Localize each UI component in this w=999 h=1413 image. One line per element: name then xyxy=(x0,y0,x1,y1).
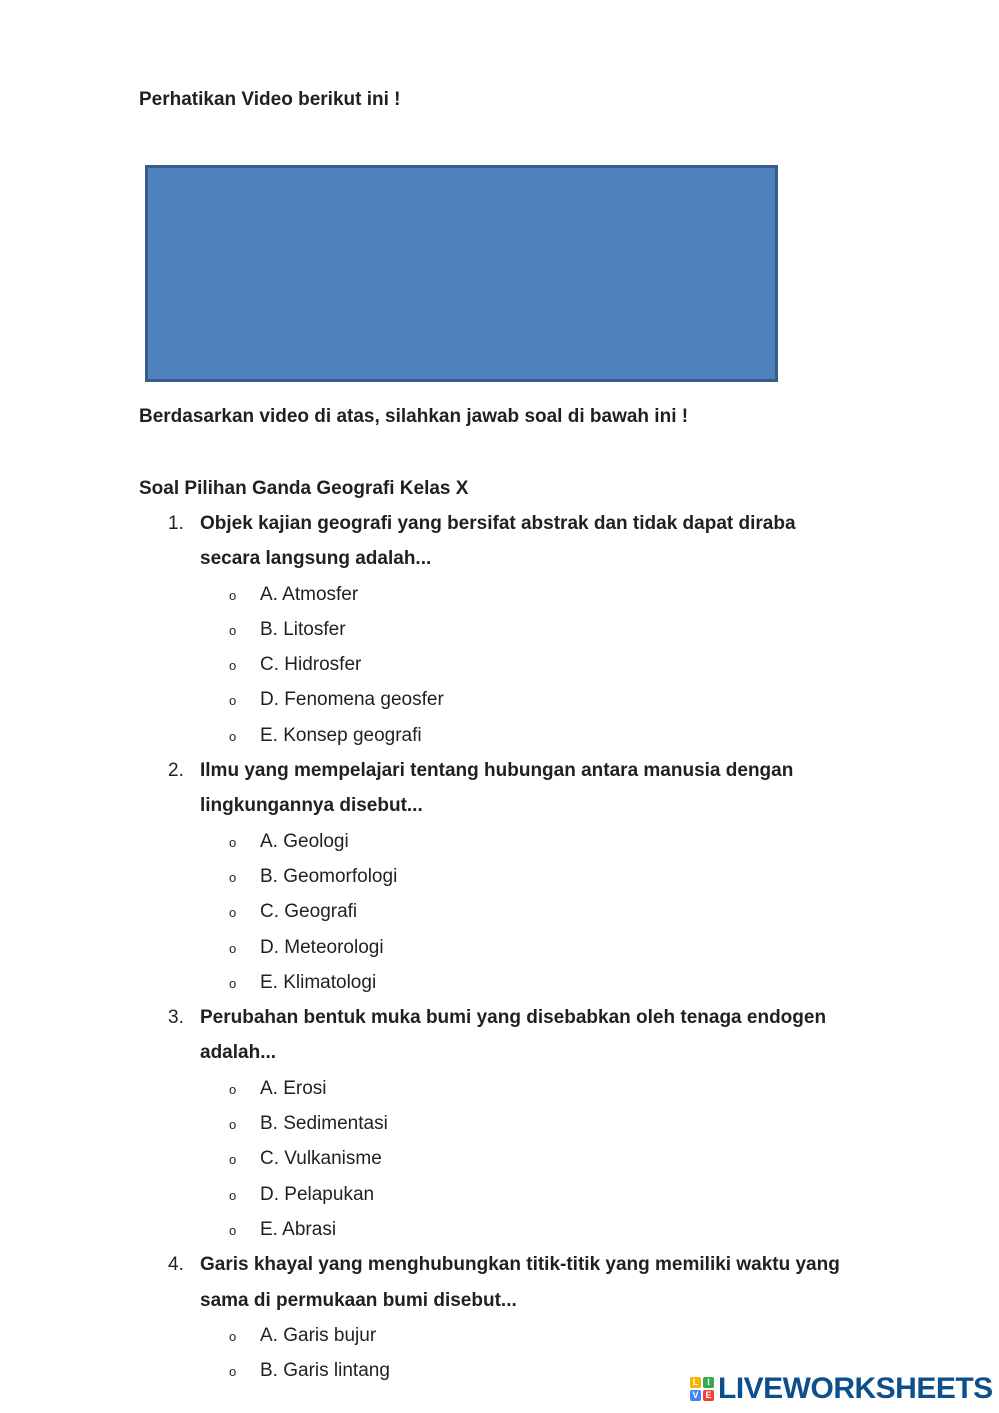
bullet-icon: o xyxy=(229,1152,237,1168)
question-number: 3. xyxy=(168,1007,184,1029)
option-label: C. Hidrosfer xyxy=(260,654,362,676)
liveworksheets-brand[interactable] xyxy=(690,1372,993,1406)
instruction-text: Perhatikan Video berikut ini ! xyxy=(139,89,401,110)
bullet-icon: o xyxy=(229,834,237,850)
option-item[interactable] xyxy=(0,577,999,612)
bullet-icon: o xyxy=(229,1081,237,1097)
question-item xyxy=(0,753,999,1000)
question-item xyxy=(0,1000,999,1247)
bullet-icon: o xyxy=(229,975,237,991)
bullet-icon: o xyxy=(229,1222,237,1238)
option-label: B. Garis lintang xyxy=(260,1360,390,1382)
option-label: C. Geografi xyxy=(260,901,358,923)
question-number: 4. xyxy=(168,1254,184,1276)
question-list xyxy=(0,506,999,1388)
option-label: A. Erosi xyxy=(260,1077,327,1099)
logo-letter: V xyxy=(690,1390,701,1401)
after-video-text: Berdasarkan video di atas, silahkan jawab soal di bawah ini ! xyxy=(139,406,689,427)
logo-letter: L xyxy=(690,1377,701,1388)
option-item[interactable] xyxy=(0,1212,999,1247)
bullet-icon: o xyxy=(229,940,237,956)
option-item[interactable] xyxy=(0,894,999,929)
section-title: Soal Pilihan Ganda Geografi Kelas X xyxy=(139,478,469,499)
option-label: C. Vulkanisme xyxy=(260,1148,382,1170)
option-item[interactable] xyxy=(0,718,999,753)
option-item[interactable] xyxy=(0,859,999,894)
bullet-icon: o xyxy=(229,728,237,744)
question-number: 2. xyxy=(168,760,184,782)
bullet-icon: o xyxy=(229,587,237,603)
option-label: D. Meteorologi xyxy=(260,936,384,958)
question-number: 1. xyxy=(168,513,184,534)
option-item[interactable] xyxy=(0,1071,999,1106)
bullet-icon: o xyxy=(229,693,237,709)
question-text: Objek kajian geografi yang bersifat abstrak dan tidak dapat diraba secara langsung adalah... xyxy=(200,513,796,570)
option-label: E. Abrasi xyxy=(260,1218,337,1240)
logo-letter: E xyxy=(703,1390,714,1401)
video-placeholder[interactable] xyxy=(145,165,778,382)
option-item[interactable] xyxy=(0,1106,999,1141)
bullet-icon: o xyxy=(229,1187,237,1203)
brand-name: LIVEWORKSHEETS xyxy=(718,1372,993,1405)
option-item[interactable] xyxy=(0,682,999,717)
option-item[interactable] xyxy=(0,1141,999,1176)
option-label: A. Garis bujur xyxy=(260,1324,377,1346)
option-label: A. Atmosfer xyxy=(260,583,359,605)
option-item[interactable] xyxy=(0,1318,999,1353)
option-label: D. Pelapukan xyxy=(260,1183,375,1205)
liveworksheets-logo-icon xyxy=(690,1377,714,1401)
question-text: Ilmu yang mempelajari tentang hubungan antara manusia dengan lingkungannya disebut... xyxy=(200,760,794,817)
bullet-icon: o xyxy=(229,1328,237,1344)
option-list xyxy=(0,824,999,1000)
question-item xyxy=(0,1247,999,1388)
option-label: B. Litosfer xyxy=(260,618,346,640)
option-label: E. Konsep geografi xyxy=(260,724,422,746)
question-item xyxy=(0,506,999,753)
bullet-icon: o xyxy=(229,1117,237,1133)
option-item[interactable] xyxy=(0,612,999,647)
option-label: B. Geomorfologi xyxy=(260,865,398,887)
logo-letter: I xyxy=(703,1377,714,1388)
option-label: D. Fenomena geosfer xyxy=(260,689,444,711)
option-label: A. Geologi xyxy=(260,830,349,852)
option-label: E. Klimatologi xyxy=(260,971,377,993)
bullet-icon: o xyxy=(229,869,237,885)
option-label: B. Sedimentasi xyxy=(260,1113,388,1135)
option-item[interactable] xyxy=(0,930,999,965)
bullet-icon: o xyxy=(229,622,237,638)
bullet-icon: o xyxy=(229,905,237,921)
bullet-icon: o xyxy=(229,1364,237,1380)
option-list xyxy=(0,577,999,753)
question-text: Garis khayal yang menghubungkan titik-titik yang memiliki waktu yang sama di permukaan bumi disebut... xyxy=(200,1254,840,1311)
option-item[interactable] xyxy=(0,965,999,1000)
option-list xyxy=(0,1071,999,1247)
option-item[interactable] xyxy=(0,647,999,682)
option-item[interactable] xyxy=(0,1177,999,1212)
bullet-icon: o xyxy=(229,658,237,674)
option-item[interactable] xyxy=(0,824,999,859)
question-text: Perubahan bentuk muka bumi yang disebabkan oleh tenaga endogen adalah... xyxy=(200,1007,827,1064)
